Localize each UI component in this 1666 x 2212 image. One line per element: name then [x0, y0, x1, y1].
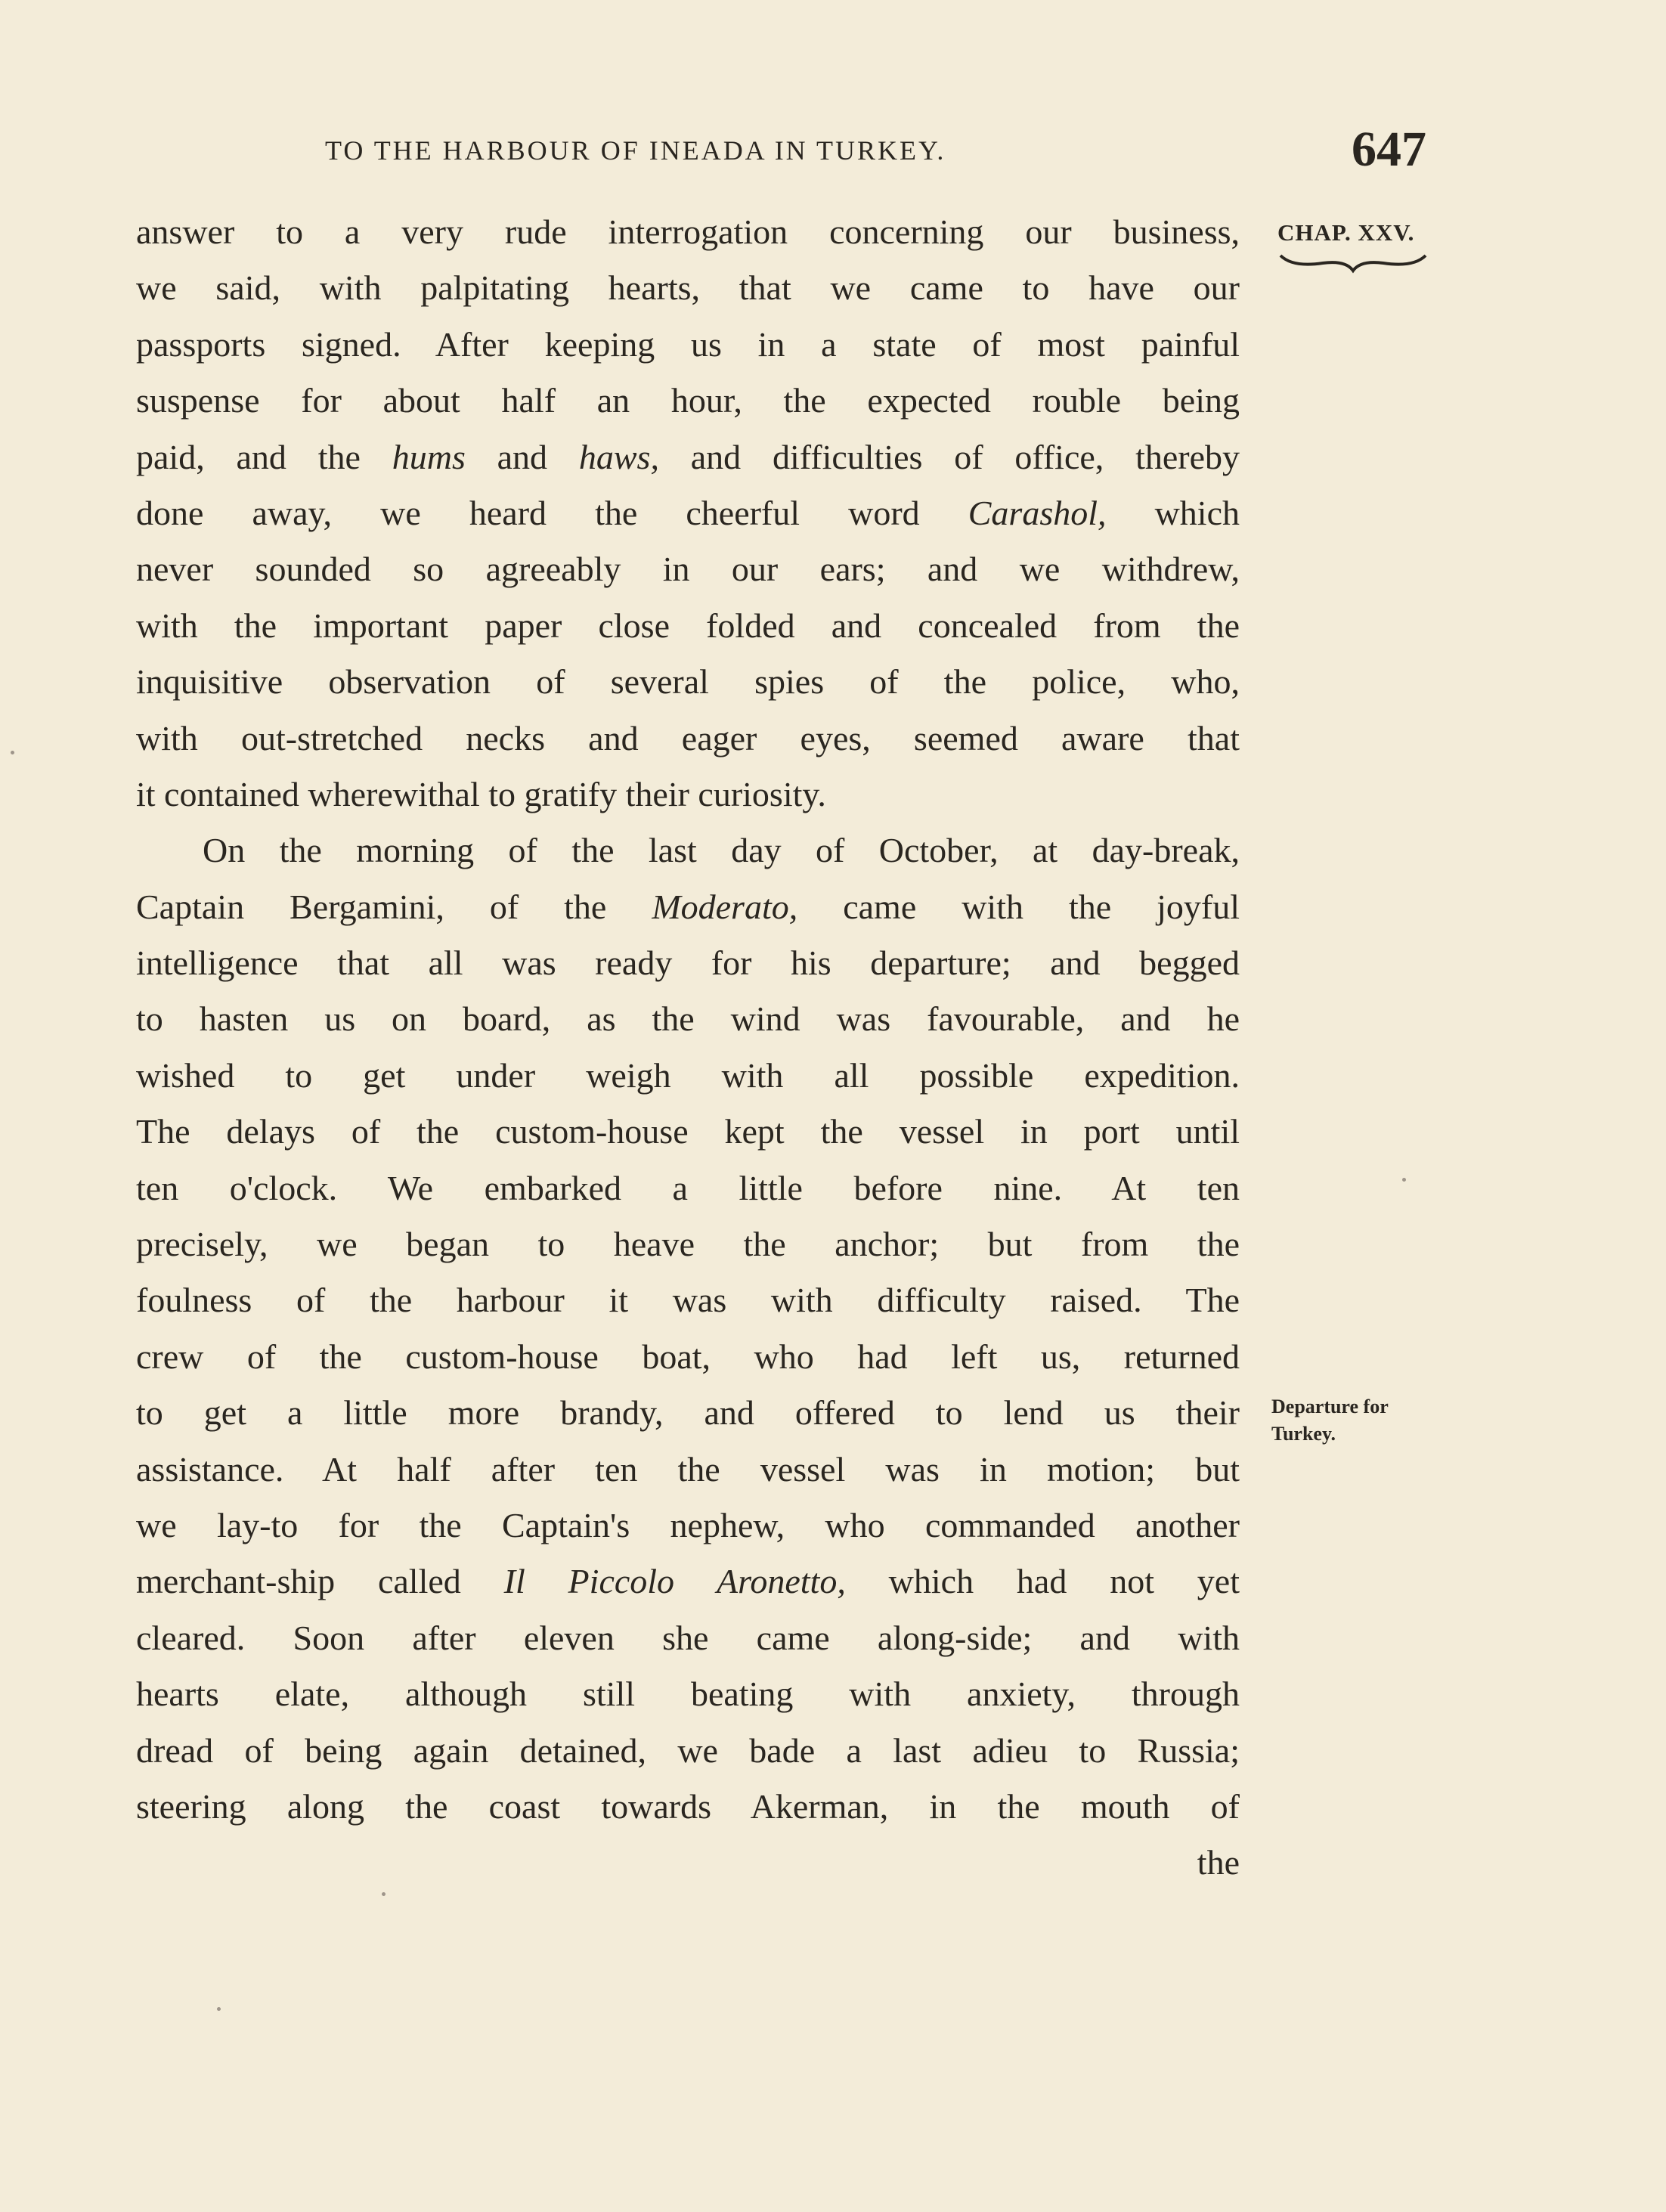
- text-line: we said, with palpitating hearts, that we came to have our: [136, 268, 1240, 308]
- text-line: done away, we heard the cheerful word Carashol, which: [136, 493, 1240, 532]
- text-line: wished to get under weigh with all possible expedition.: [136, 1055, 1240, 1095]
- paper-speck: [217, 2007, 221, 2011]
- text-line: inquisitive observation of several spies of the police, who,: [136, 662, 1240, 702]
- text-line: with out-stretched necks and eager eyes, seemed aware that: [136, 718, 1240, 757]
- brace-ornament: [1277, 251, 1429, 274]
- text-line: it contained wherewithal to gratify their curiosity.: [136, 774, 826, 813]
- text-line: On the morning of the last day of October, at day-break,: [203, 831, 1240, 870]
- text-line: to hasten us on board, as the wind was favourable, and he: [136, 999, 1240, 1039]
- page-number: 647: [1352, 122, 1426, 177]
- paper-speck: [1402, 1178, 1406, 1182]
- text-line: dread of being again detained, we bade a last adieu to Russia;: [136, 1730, 1240, 1770]
- text-line: assistance. At half after ten the vessel was in motion; but: [136, 1449, 1240, 1489]
- text-line: hearts elate, although still beating with anxiety, through: [136, 1674, 1240, 1714]
- text-line: merchant-ship called Il Piccolo Aronetto, which had not yet: [136, 1562, 1240, 1601]
- paper-speck: [11, 751, 14, 754]
- text-line: with the important paper close folded and concealed from the: [136, 606, 1240, 645]
- margin-note: Departure for Turkey.: [1271, 1396, 1389, 1445]
- text-line: cleared. Soon after eleven she came along-side; and with: [136, 1618, 1240, 1657]
- body-text: [136, 204, 1240, 1891]
- text-line: paid, and the hums and haws, and difficulties of office, thereby: [136, 437, 1240, 476]
- text-line: passports signed. After keeping us in a state of most painful: [136, 324, 1240, 364]
- text-line: intelligence that all was ready for his departure; and begged: [136, 943, 1240, 983]
- running-head: TO THE HARBOUR OF INEADA IN TURKEY.: [325, 135, 946, 166]
- text-line: crew of the custom-house boat, who had left us, returned: [136, 1337, 1240, 1376]
- text-line: The delays of the custom-house kept the vessel in port until: [136, 1112, 1240, 1151]
- text-line: answer to a very rude interrogation concerning our business,: [136, 212, 1240, 251]
- text-line: we lay-to for the Captain's nephew, who commanded another: [136, 1505, 1240, 1544]
- text-line: foulness of the harbour it was with difficulty raised. The: [136, 1281, 1240, 1320]
- paper-speck: [382, 1892, 386, 1896]
- catchword: the: [1197, 1843, 1240, 1882]
- text-line: precisely, we began to heave the anchor; but from the: [136, 1225, 1240, 1264]
- text-line: to get a little more brandy, and offered to lend us their: [136, 1393, 1240, 1433]
- chapter-label: CHAP. XXV.: [1277, 219, 1415, 246]
- text-line: never sounded so agreeably in our ears; and we withdrew,: [136, 550, 1240, 589]
- text-line: steering along the coast towards Akerman, in the mouth of: [136, 1786, 1240, 1826]
- text-line: Captain Bergamini, of the Moderato, came with the joyful: [136, 887, 1240, 926]
- text-line: ten o'clock. We embarked a little before nine. At ten: [136, 1168, 1240, 1207]
- text-line: suspense for about half an hour, the expected rouble being: [136, 381, 1240, 420]
